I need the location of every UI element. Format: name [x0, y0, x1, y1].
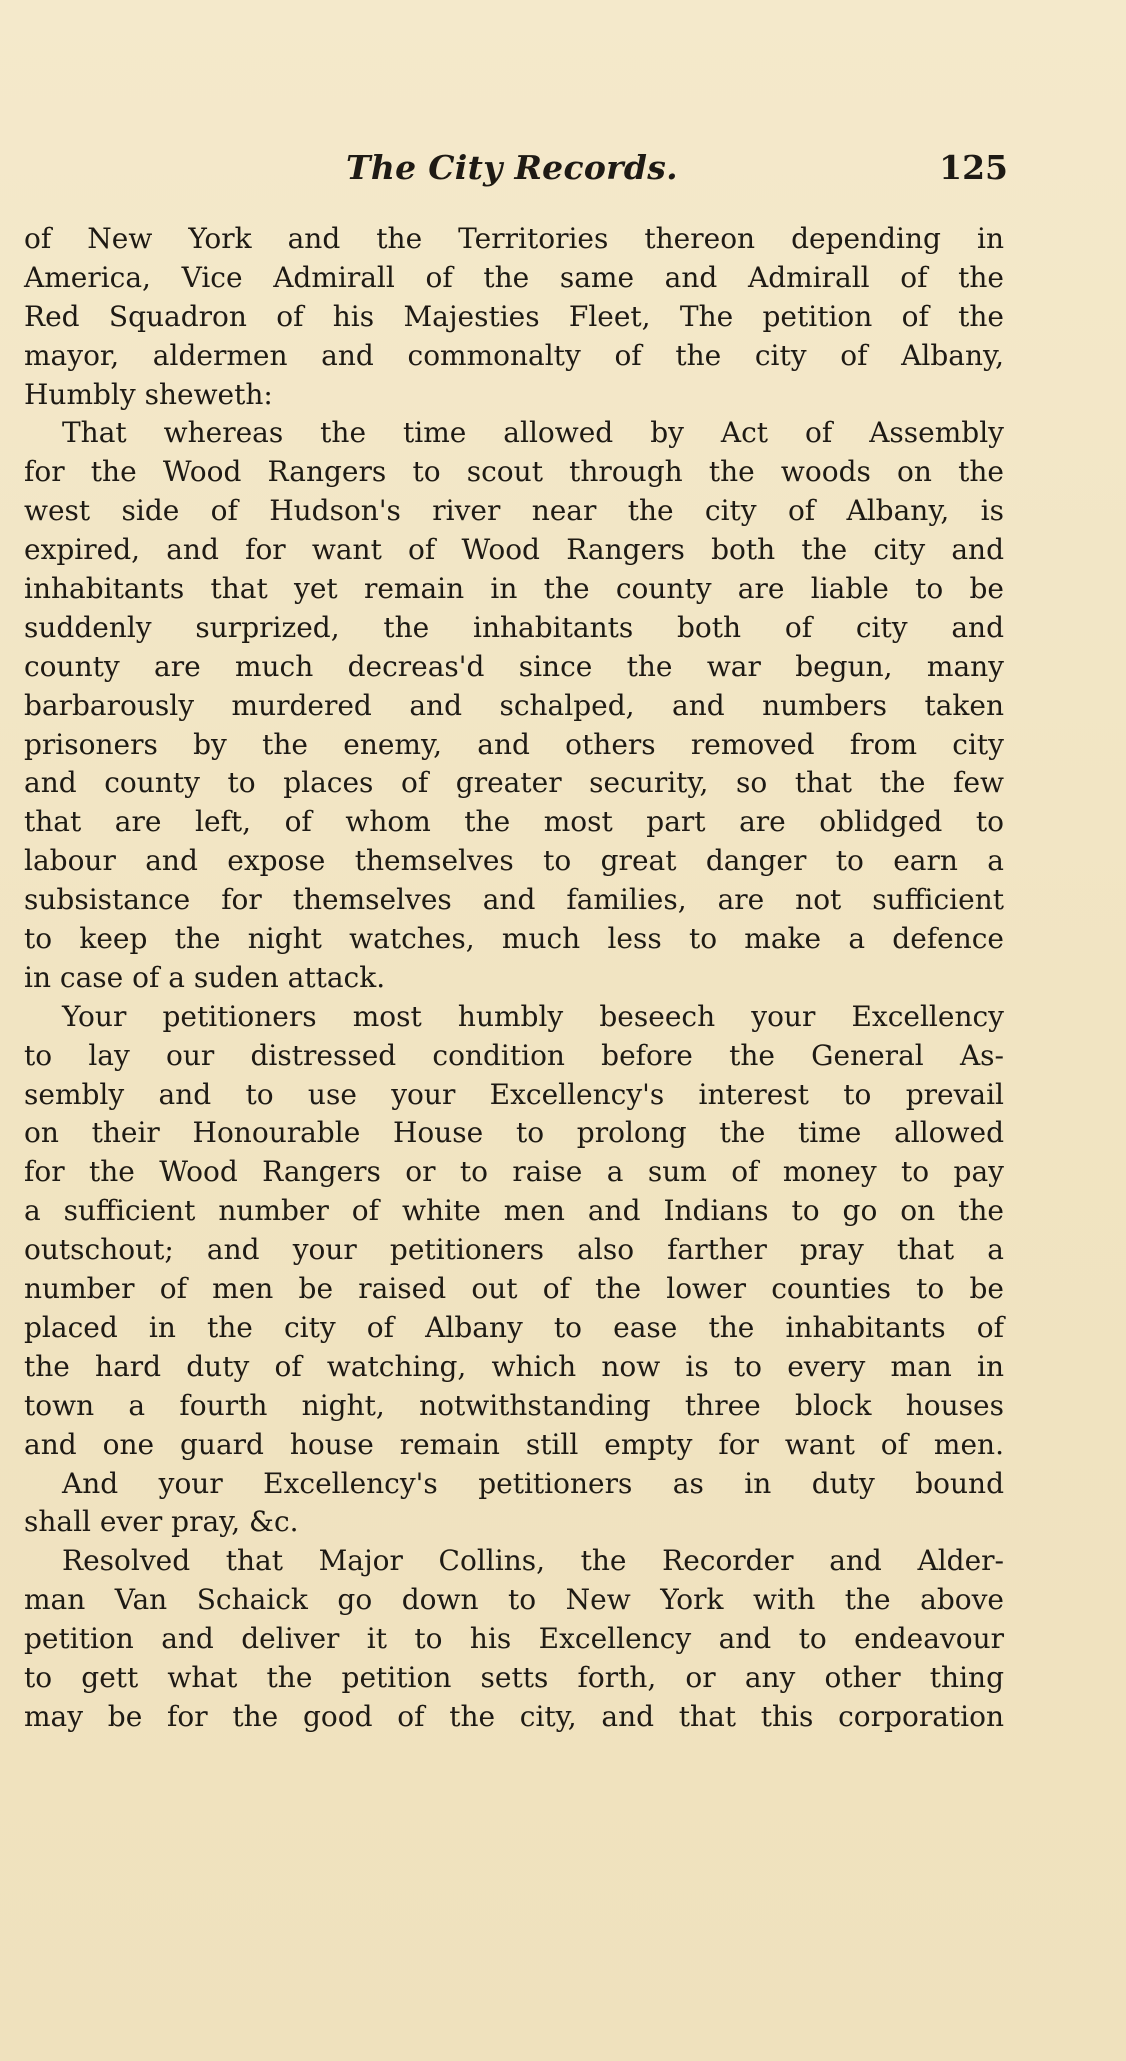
- text-line: sembly and to use your Excellency's interest to prevail: [24, 1077, 1004, 1111]
- text-line: and one guard house remain still empty for want of men.: [24, 1427, 1004, 1461]
- text-line: that are left, of whom the most part are oblidged to: [24, 805, 1004, 839]
- text-line: west side of Hudson's river near the city of Albany, is: [24, 494, 1004, 528]
- text-line: man Van Schaick go down to New York with the above: [24, 1583, 1004, 1617]
- text-line: to keep the night watches, much less to make a defence: [24, 922, 1004, 956]
- text-line: And your Excellency's petitioners as in duty bound: [62, 1466, 1004, 1500]
- page-number: 125: [939, 148, 1008, 187]
- running-title: The City Records.: [346, 148, 678, 187]
- text-line: expired, and for want of Wood Rangers both the city and: [24, 533, 1004, 567]
- text-line: labour and expose themselves to great danger to earn a: [24, 844, 1004, 878]
- text-line: a sufficient number of white men and Indians to go on the: [24, 1194, 1004, 1228]
- text-line: suddenly surprized, the inhabitants both of city and: [24, 610, 1004, 644]
- text-line: petition and deliver it to his Excellency and to endeavour: [24, 1622, 1004, 1656]
- text-line: prisoners by the enemy, and others removed from city: [24, 727, 1004, 761]
- text-line: county are much decreas'd since the war begun, many: [24, 649, 1004, 683]
- text-line: and county to places of greater security, so that the few: [24, 766, 1004, 800]
- text-line: in case of a suden attack.: [24, 960, 386, 994]
- text-line: of New York and the Territories thereon depending in: [24, 222, 1004, 255]
- text-line: to lay our distressed condition before the General As-: [24, 1038, 1004, 1072]
- text-line: subsistance for themselves and families, are not sufficient: [24, 883, 1004, 917]
- text-line: barbarously murdered and schalped, and numbers taken: [24, 688, 1004, 722]
- body-text: [24, 220, 1004, 1737]
- text-line: number of men be raised out of the lower counties to be: [24, 1272, 1004, 1306]
- text-line: Humbly sheweth:: [24, 377, 273, 411]
- text-line: on their Honourable House to prolong the time allowed: [24, 1116, 1004, 1150]
- text-line: may be for the good of the city, and that this corporation: [24, 1699, 1004, 1733]
- text-line: America, Vice Admirall of the same and Admirall of the: [24, 260, 1004, 294]
- text-line: placed in the city of Albany to ease the inhabitants of: [24, 1310, 1004, 1344]
- text-line: for the Wood Rangers or to raise a sum of money to pay: [24, 1155, 1004, 1189]
- text-line: outschout; and your petitioners also farther pray that a: [24, 1233, 1004, 1267]
- text-line: Resolved that Major Collins, the Recorder and Alder-: [62, 1544, 1004, 1578]
- text-line: inhabitants that yet remain in the county are liable to be: [24, 572, 1004, 606]
- text-line: Red Squadron of his Majesties Fleet, The petition of the: [24, 299, 1004, 333]
- page-header: [24, 148, 1008, 194]
- text-line: to gett what the petition setts forth, or any other thing: [24, 1660, 1004, 1694]
- text-line: Your petitioners most humbly beseech your Excellency: [62, 999, 1004, 1033]
- text-line: shall ever pray, &c.: [24, 1505, 299, 1539]
- text-line: mayor, aldermen and commonalty of the city of Albany,: [24, 338, 1004, 372]
- text-line: the hard duty of watching, which now is to every man in: [24, 1349, 1004, 1383]
- text-line: town a fourth night, notwithstanding three block houses: [24, 1388, 1004, 1422]
- text-line: for the Wood Rangers to scout through the woods on the: [24, 455, 1004, 489]
- text-line: That whereas the time allowed by Act of Assembly: [62, 416, 1004, 450]
